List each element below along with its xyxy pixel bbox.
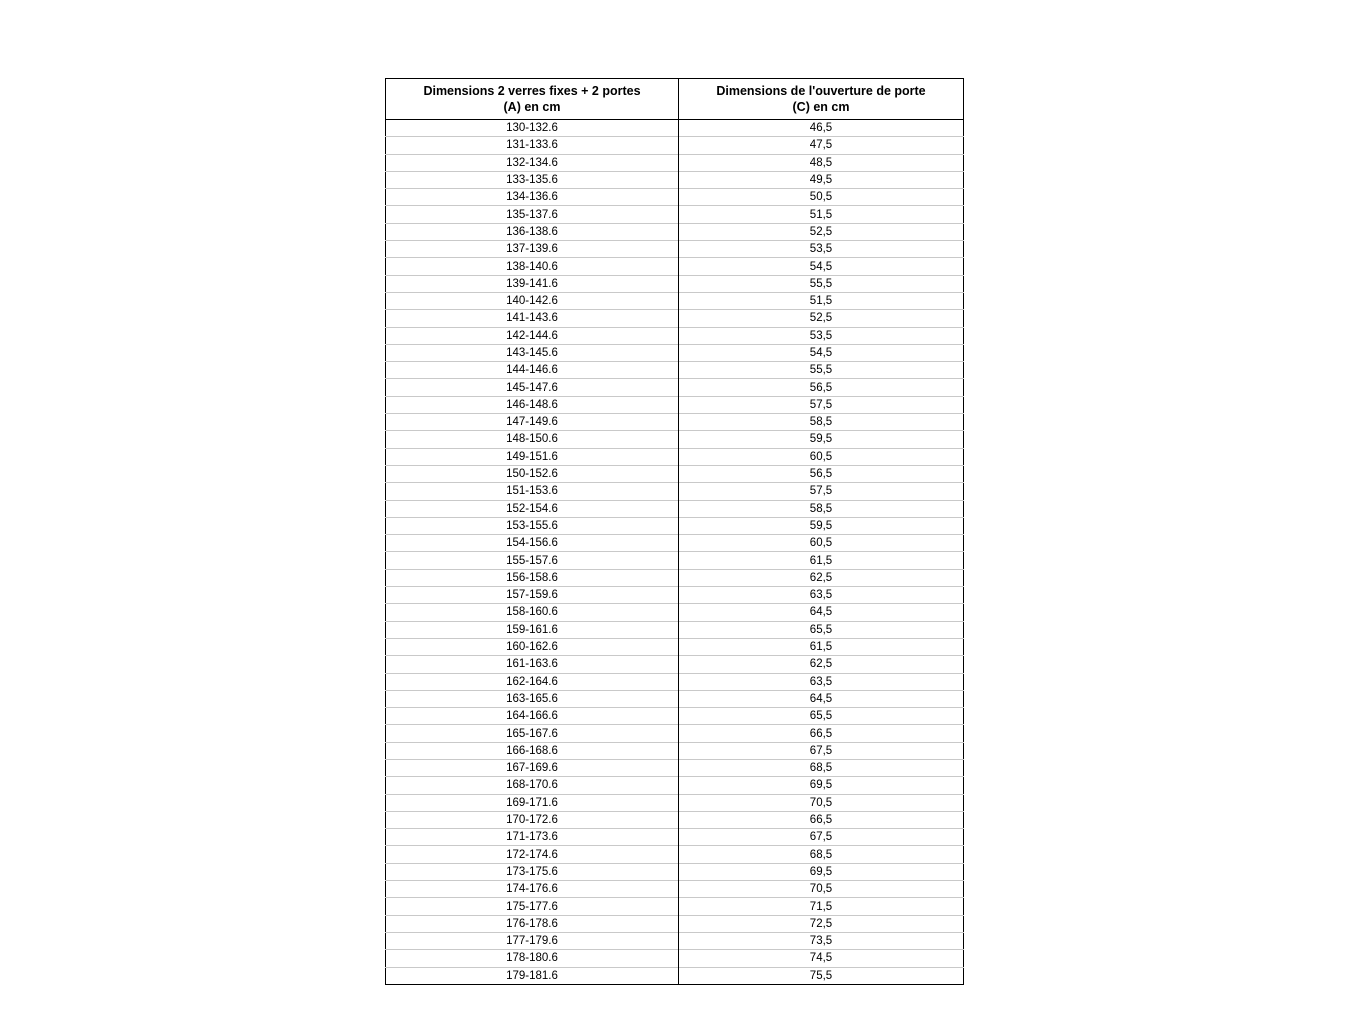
cell-opening-c: 62,5: [679, 569, 964, 586]
cell-dimensions-a: 168-170.6: [386, 777, 679, 794]
table-row: [386, 396, 964, 413]
table-row: [386, 881, 964, 898]
table-row: [386, 777, 964, 794]
table-row: [386, 379, 964, 396]
cell-dimensions-a: 144-146.6: [386, 362, 679, 379]
cell-opening-c: 53,5: [679, 241, 964, 258]
cell-opening-c: 66,5: [679, 811, 964, 828]
cell-dimensions-a: 165-167.6: [386, 725, 679, 742]
cell-dimensions-a: 155-157.6: [386, 552, 679, 569]
cell-opening-c: 57,5: [679, 483, 964, 500]
table-row: [386, 552, 964, 569]
cell-opening-c: 58,5: [679, 500, 964, 517]
cell-opening-c: 60,5: [679, 535, 964, 552]
cell-dimensions-a: 159-161.6: [386, 621, 679, 638]
cell-dimensions-a: 150-152.6: [386, 465, 679, 482]
table-header: [386, 79, 964, 120]
cell-dimensions-a: 135-137.6: [386, 206, 679, 223]
cell-dimensions-a: 166-168.6: [386, 742, 679, 759]
cell-dimensions-a: 143-145.6: [386, 344, 679, 361]
cell-dimensions-a: 148-150.6: [386, 431, 679, 448]
table-row: [386, 275, 964, 292]
table-row: [386, 120, 964, 137]
table-row: [386, 690, 964, 707]
table-row: [386, 708, 964, 725]
cell-opening-c: 52,5: [679, 310, 964, 327]
cell-dimensions-a: 138-140.6: [386, 258, 679, 275]
table-row: [386, 241, 964, 258]
cell-dimensions-a: 136-138.6: [386, 223, 679, 240]
cell-dimensions-a: 133-135.6: [386, 171, 679, 188]
cell-dimensions-a: 152-154.6: [386, 500, 679, 517]
table-row: [386, 414, 964, 431]
cell-dimensions-a: 160-162.6: [386, 638, 679, 655]
cell-opening-c: 75,5: [679, 967, 964, 984]
cell-opening-c: 65,5: [679, 708, 964, 725]
cell-opening-c: 55,5: [679, 275, 964, 292]
cell-dimensions-a: 130-132.6: [386, 120, 679, 137]
cell-dimensions-a: 140-142.6: [386, 292, 679, 309]
table-row: [386, 863, 964, 880]
dimensions-table: [385, 78, 964, 985]
cell-opening-c: 48,5: [679, 154, 964, 171]
header-row: [386, 79, 964, 120]
cell-opening-c: 69,5: [679, 863, 964, 880]
table-row: [386, 465, 964, 482]
cell-opening-c: 64,5: [679, 690, 964, 707]
cell-dimensions-a: 156-158.6: [386, 569, 679, 586]
table-row: [386, 673, 964, 690]
table-row: [386, 587, 964, 604]
table-row: [386, 967, 964, 984]
cell-dimensions-a: 179-181.6: [386, 967, 679, 984]
cell-dimensions-a: 161-163.6: [386, 656, 679, 673]
cell-dimensions-a: 147-149.6: [386, 414, 679, 431]
table-row: [386, 137, 964, 154]
cell-dimensions-a: 132-134.6: [386, 154, 679, 171]
cell-dimensions-a: 153-155.6: [386, 517, 679, 534]
cell-opening-c: 66,5: [679, 725, 964, 742]
cell-dimensions-a: 171-173.6: [386, 829, 679, 846]
cell-dimensions-a: 177-179.6: [386, 932, 679, 949]
table-row: [386, 950, 964, 967]
cell-opening-c: 58,5: [679, 414, 964, 431]
cell-opening-c: 65,5: [679, 621, 964, 638]
cell-opening-c: 71,5: [679, 898, 964, 915]
table-row: [386, 811, 964, 828]
cell-dimensions-a: 141-143.6: [386, 310, 679, 327]
cell-dimensions-a: 176-178.6: [386, 915, 679, 932]
cell-dimensions-a: 139-141.6: [386, 275, 679, 292]
table-row: [386, 794, 964, 811]
cell-dimensions-a: 151-153.6: [386, 483, 679, 500]
cell-opening-c: 61,5: [679, 552, 964, 569]
table-row: [386, 621, 964, 638]
table-row: [386, 189, 964, 206]
table-row: [386, 223, 964, 240]
table-container: [385, 78, 964, 985]
cell-dimensions-a: 162-164.6: [386, 673, 679, 690]
table-row: [386, 483, 964, 500]
cell-dimensions-a: 158-160.6: [386, 604, 679, 621]
table-row: [386, 535, 964, 552]
table-row: [386, 517, 964, 534]
cell-dimensions-a: 174-176.6: [386, 881, 679, 898]
table-row: [386, 154, 964, 171]
header-dimensions-a: [386, 79, 679, 120]
table-row: [386, 656, 964, 673]
table-row: [386, 292, 964, 309]
cell-opening-c: 70,5: [679, 794, 964, 811]
cell-opening-c: 63,5: [679, 673, 964, 690]
table-row: [386, 206, 964, 223]
cell-opening-c: 55,5: [679, 362, 964, 379]
cell-dimensions-a: 131-133.6: [386, 137, 679, 154]
cell-opening-c: 47,5: [679, 137, 964, 154]
table-row: [386, 448, 964, 465]
cell-opening-c: 67,5: [679, 742, 964, 759]
cell-opening-c: 60,5: [679, 448, 964, 465]
cell-dimensions-a: 137-139.6: [386, 241, 679, 258]
table-row: [386, 898, 964, 915]
cell-opening-c: 51,5: [679, 206, 964, 223]
table-row: [386, 759, 964, 776]
table-row: [386, 725, 964, 742]
table-row: [386, 604, 964, 621]
cell-dimensions-a: 169-171.6: [386, 794, 679, 811]
cell-opening-c: 73,5: [679, 932, 964, 949]
cell-dimensions-a: 145-147.6: [386, 379, 679, 396]
table-row: [386, 258, 964, 275]
table-row: [386, 569, 964, 586]
table-row: [386, 362, 964, 379]
table-row: [386, 344, 964, 361]
table-row: [386, 310, 964, 327]
cell-opening-c: 56,5: [679, 465, 964, 482]
cell-opening-c: 64,5: [679, 604, 964, 621]
cell-opening-c: 50,5: [679, 189, 964, 206]
cell-dimensions-a: 149-151.6: [386, 448, 679, 465]
cell-opening-c: 57,5: [679, 396, 964, 413]
cell-opening-c: 51,5: [679, 292, 964, 309]
cell-opening-c: 70,5: [679, 881, 964, 898]
cell-dimensions-a: 134-136.6: [386, 189, 679, 206]
cell-opening-c: 54,5: [679, 258, 964, 275]
cell-opening-c: 46,5: [809, 122, 833, 135]
header-opening-c-line2: (C) en cm: [792, 100, 850, 114]
cell-opening-c: 68,5: [679, 759, 964, 776]
cell-opening-c: 56,5: [679, 379, 964, 396]
cell-opening-c: 72,5: [679, 915, 964, 932]
cell-opening-c: 59,5: [679, 517, 964, 534]
cell-opening-c: 63,5: [679, 587, 964, 604]
cell-dimensions-a: 142-144.6: [386, 327, 679, 344]
cell-dimensions-a: 146-148.6: [386, 396, 679, 413]
table-row: [386, 846, 964, 863]
cell-dimensions-a: 154-156.6: [386, 535, 679, 552]
cell-opening-c: 53,5: [679, 327, 964, 344]
table-row: [386, 742, 964, 759]
cell-dimensions-a: 172-174.6: [386, 846, 679, 863]
table-row: [386, 932, 964, 949]
cell-opening-c: 74,5: [679, 950, 964, 967]
table-row: [386, 327, 964, 344]
cell-opening-c: 61,5: [679, 638, 964, 655]
table-row: [386, 500, 964, 517]
cell-opening-c: 49,5: [679, 171, 964, 188]
cell-opening-c: 54,5: [679, 344, 964, 361]
cell-opening-c: 52,5: [679, 223, 964, 240]
cell-dimensions-a: 163-165.6: [386, 690, 679, 707]
header-opening-c: [679, 79, 964, 120]
header-opening-c-line1: Dimensions de l'ouverture de porte: [716, 83, 926, 98]
header-dimensions-a-line2: (A) en cm: [503, 100, 561, 114]
cell-dimensions-a: 157-159.6: [386, 587, 679, 604]
table-row: [386, 171, 964, 188]
cell-dimensions-a: 164-166.6: [386, 708, 679, 725]
cell-dimensions-a: 170-172.6: [386, 811, 679, 828]
cell-opening-c: 67,5: [679, 829, 964, 846]
header-dimensions-a-line1: Dimensions 2 verres fixes + 2 portes: [423, 83, 641, 98]
table-row: [386, 638, 964, 655]
cell-opening-c: 69,5: [679, 777, 964, 794]
cell-opening-c: 59,5: [679, 431, 964, 448]
cell-dimensions-a: 173-175.6: [386, 863, 679, 880]
cell-opening-c: 62,5: [679, 656, 964, 673]
table-row: [386, 829, 964, 846]
table-row: [386, 915, 964, 932]
cell-dimensions-a: 175-177.6: [386, 898, 679, 915]
cell-dimensions-a: 178-180.6: [386, 950, 679, 967]
cell-opening-c: 68,5: [679, 846, 964, 863]
cell-dimensions-a: 167-169.6: [386, 759, 679, 776]
table-row: [386, 431, 964, 448]
table-body: [386, 120, 964, 985]
